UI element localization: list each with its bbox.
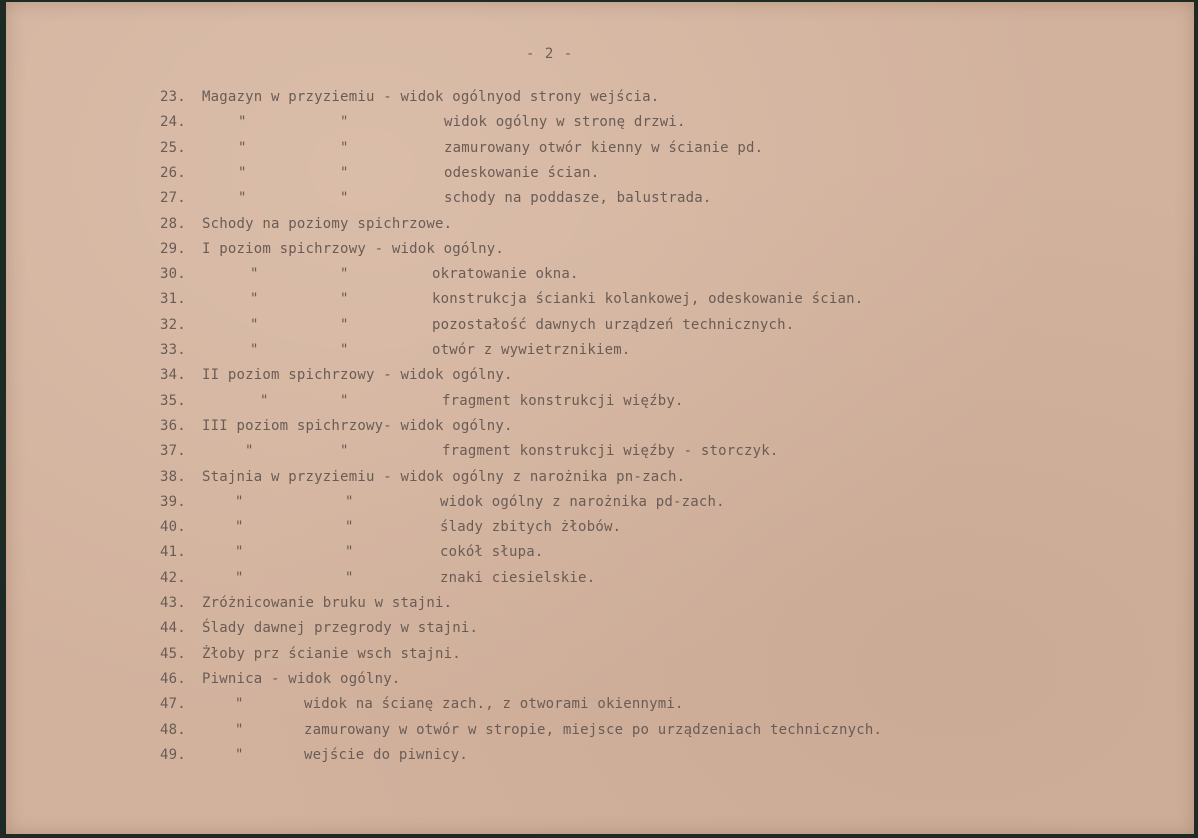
list-item <box>160 240 1060 258</box>
ditto-mark: " <box>340 164 349 181</box>
item-number: 49. <box>160 746 186 763</box>
list-item <box>160 215 1060 233</box>
ditto-mark: " <box>235 746 244 763</box>
list-item <box>160 518 1060 536</box>
ditto-mark: " <box>245 443 254 460</box>
list-item <box>160 543 1060 561</box>
ditto-mark: " <box>250 291 259 308</box>
item-number: 30. <box>160 266 186 283</box>
ditto-mark: " <box>340 266 349 283</box>
item-number: 25. <box>160 139 186 156</box>
item-description: pozostałość dawnych urządzeń technicznych. <box>432 316 795 333</box>
item-description: fragment konstrukcji więźby - storczyk. <box>442 443 779 460</box>
item-description: okratowanie okna. <box>432 266 579 283</box>
item-text: Magazyn w przyziemiu - widok ogólnyod strony wejścia. <box>202 89 660 105</box>
ditto-mark: " <box>345 544 354 561</box>
ditto-mark: " <box>340 190 349 207</box>
ditto-mark: " <box>340 316 349 333</box>
item-description: widok ogólny z narożnika pd-zach. <box>440 493 725 510</box>
list-item <box>160 88 1060 106</box>
item-description: otwór z wywietrznikiem. <box>432 342 631 358</box>
list-item <box>160 366 1060 384</box>
list-item <box>160 290 1060 308</box>
item-number: 27. <box>160 190 186 207</box>
ditto-mark: " <box>345 519 354 536</box>
ditto-mark: " <box>340 114 349 131</box>
ditto-mark: " <box>345 569 354 586</box>
list-item <box>160 164 1060 182</box>
list-item <box>160 569 1060 587</box>
list-item <box>160 619 1060 637</box>
item-number: 43. <box>160 595 186 611</box>
item-number: 40. <box>160 519 186 536</box>
item-description: schody na poddasze, balustrada. <box>444 190 712 207</box>
ditto-mark: " <box>340 392 349 409</box>
ditto-mark: " <box>250 266 259 283</box>
item-number: 24. <box>160 114 186 131</box>
ditto-mark: " <box>340 342 349 358</box>
ditto-mark: " <box>235 544 244 561</box>
item-description: ślady zbitych żłobów. <box>440 519 622 536</box>
list-item <box>160 468 1060 486</box>
ditto-mark: " <box>238 190 247 207</box>
item-text: Piwnica - widok ogólny. <box>202 670 401 687</box>
ditto-mark: " <box>235 519 244 536</box>
ditto-mark: " <box>250 316 259 333</box>
item-number: 32. <box>160 316 186 333</box>
item-number: 41. <box>160 544 186 561</box>
item-description: widok ogólny w stronę drzwi. <box>444 114 686 131</box>
ditto-mark: " <box>250 342 259 358</box>
item-description: odeskowanie ścian. <box>444 164 600 181</box>
item-description: zamurowany w otwór w stropie, miejsce po urządzeniach technicznych. <box>304 721 883 738</box>
item-text: Żłoby prz ścianie wsch stajni. <box>202 645 461 662</box>
item-text: III poziom spichrzowy- widok ogólny. <box>202 417 513 434</box>
item-description: wejście do piwnicy. <box>304 746 468 763</box>
list-item <box>160 746 1060 764</box>
item-number: 45. <box>160 645 186 662</box>
item-description: znaki ciesielskie. <box>440 569 596 586</box>
item-number: 37. <box>160 443 186 460</box>
ditto-mark: " <box>235 721 244 738</box>
list-item <box>160 139 1060 157</box>
ditto-mark: " <box>260 392 269 409</box>
item-number: 31. <box>160 291 186 308</box>
item-description: zamurowany otwór kienny w ścianie pd. <box>444 139 764 156</box>
item-number: 28. <box>160 215 186 232</box>
item-number: 47. <box>160 696 186 713</box>
list-item <box>160 392 1060 410</box>
list-item <box>160 189 1060 207</box>
item-description: cokół słupa. <box>440 544 544 561</box>
list-item <box>160 113 1060 131</box>
list-item <box>160 594 1060 612</box>
item-text: Stajnia w przyziemiu - widok ogólny z narożnika pn-zach. <box>202 468 686 485</box>
item-text: Zróżnicowanie bruku w stajni. <box>202 595 453 611</box>
list-item <box>160 721 1060 739</box>
list-item <box>160 265 1060 283</box>
item-number: 48. <box>160 721 186 738</box>
item-text: II poziom spichrzowy - widok ogólny. <box>202 367 513 384</box>
ditto-mark: " <box>340 443 349 460</box>
item-number: 29. <box>160 240 186 257</box>
ditto-mark: " <box>235 696 244 713</box>
item-description: widok na ścianę zach., z otworami okiennymi. <box>304 696 684 713</box>
item-description: konstrukcja ścianki kolankowej, odeskowanie ścian. <box>432 291 864 308</box>
list-item <box>160 442 1060 460</box>
item-number: 39. <box>160 493 186 510</box>
item-number: 44. <box>160 620 186 637</box>
list-item <box>160 645 1060 663</box>
list-item <box>160 493 1060 511</box>
item-text: Ślady dawnej przegrody w stajni. <box>202 620 479 637</box>
item-text: Schody na poziomy spichrzowe. <box>202 215 453 232</box>
ditto-mark: " <box>238 139 247 156</box>
ditto-mark: " <box>235 493 244 510</box>
item-number: 36. <box>160 417 186 434</box>
list-item <box>160 695 1060 713</box>
ditto-mark: " <box>340 291 349 308</box>
ditto-mark: " <box>340 139 349 156</box>
page-number: - 2 - <box>526 46 574 62</box>
ditto-mark: " <box>235 569 244 586</box>
list-item <box>160 341 1060 359</box>
item-number: 23. <box>160 89 186 105</box>
item-text: I poziom spichrzowy - widok ogólny. <box>202 240 505 257</box>
ditto-mark: " <box>238 114 247 131</box>
ditto-mark: " <box>238 164 247 181</box>
list-item <box>160 316 1060 334</box>
document-page <box>6 2 1194 834</box>
list-item <box>160 670 1060 688</box>
item-number: 34. <box>160 367 186 384</box>
item-number: 38. <box>160 468 186 485</box>
item-number: 35. <box>160 392 186 409</box>
item-number: 46. <box>160 670 186 687</box>
item-number: 33. <box>160 342 186 358</box>
item-number: 42. <box>160 569 186 586</box>
ditto-mark: " <box>345 493 354 510</box>
list-item <box>160 417 1060 435</box>
item-number: 26. <box>160 164 186 181</box>
item-description: fragment konstrukcji więźby. <box>442 392 684 409</box>
